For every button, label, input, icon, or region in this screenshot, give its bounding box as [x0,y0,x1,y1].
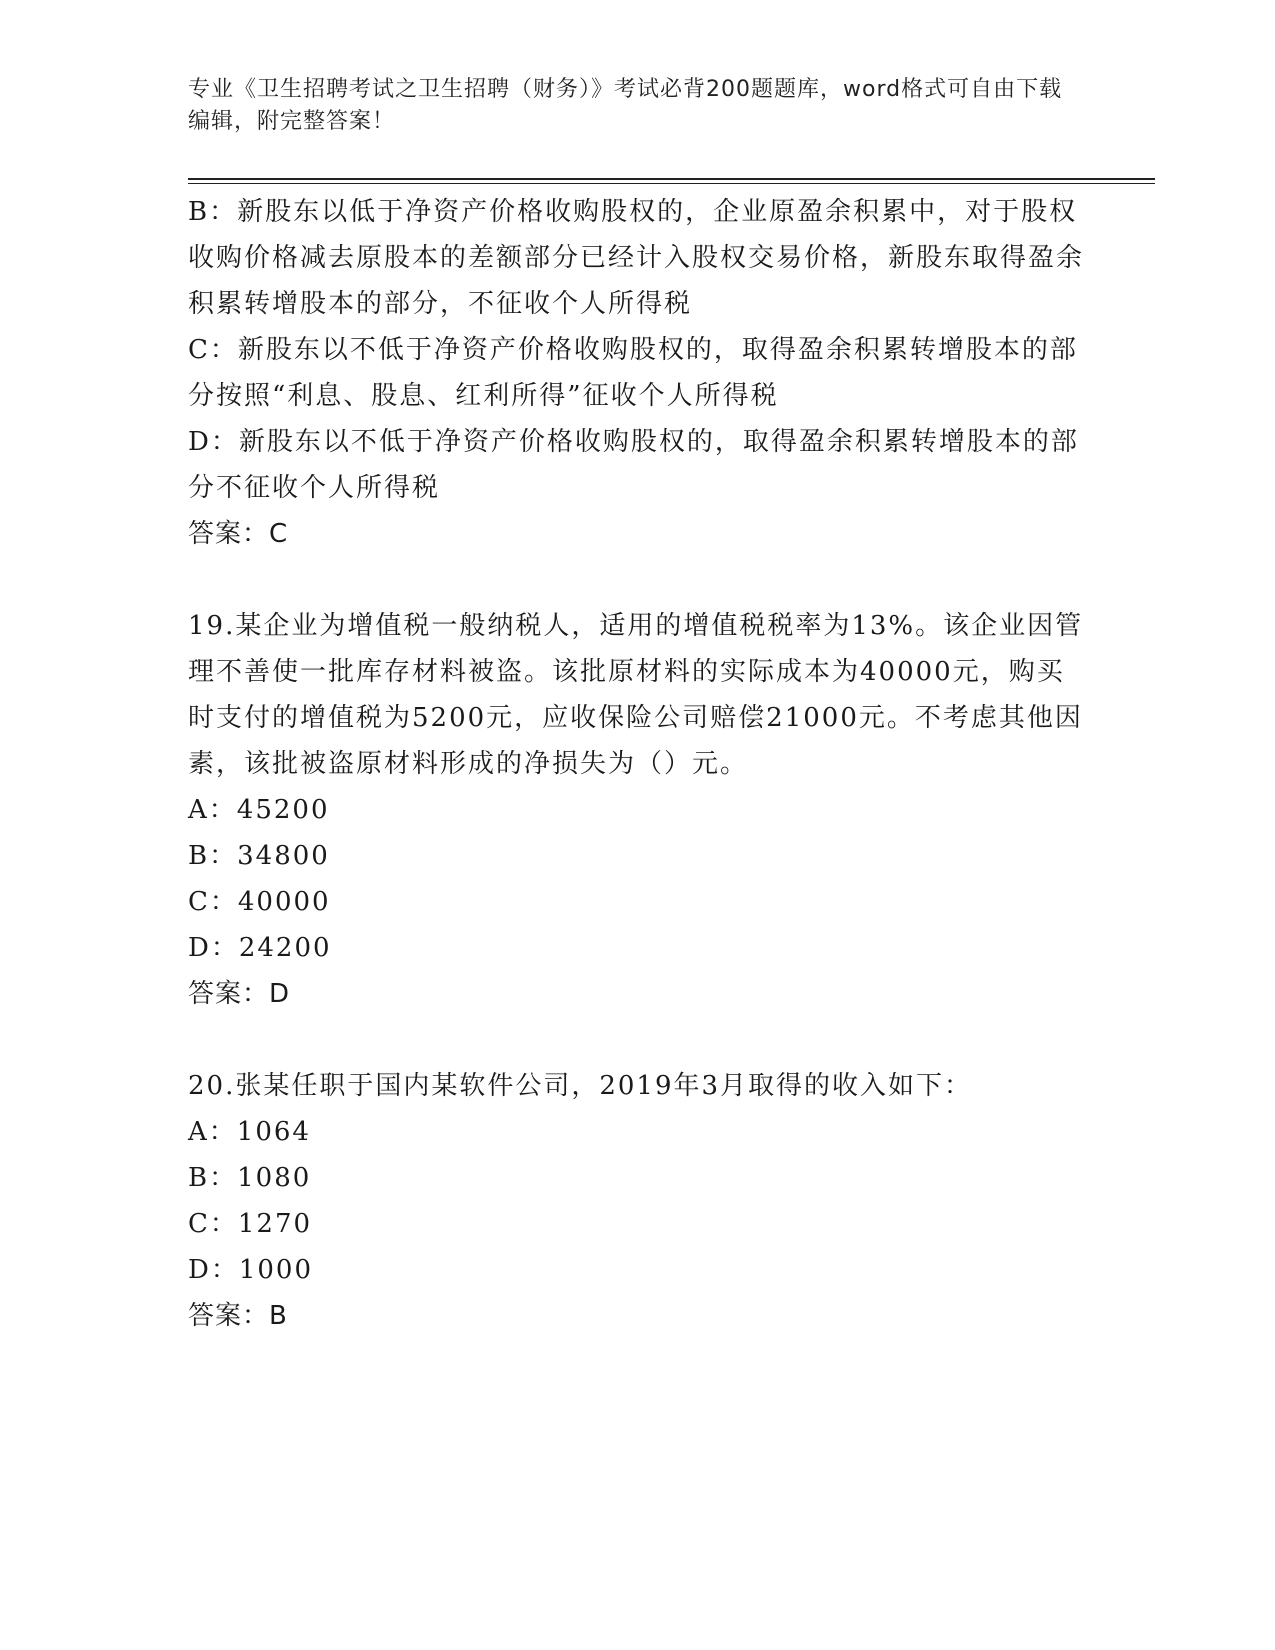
question-20-option-d: D：1000 [188,1255,314,1285]
spacer [188,557,1088,603]
question-content [188,189,1088,1339]
header-rule-thick [188,178,1155,180]
question-18-block [188,189,1088,557]
question-19-block [188,603,1088,1017]
question-19-stem: 19.某企业为增值税一般纳税人，适用的增值税税率为13%。该企业因管理不善使一批库存材料被盗。该批原材料的实际成本为40000元，购买时支付的增值税为5200元，应收保险公司赔偿21000元。不考虑其他因素，该批被盗原材料形成的净损失为（）元。 [188,611,1084,779]
question-19-option-b: B：34800 [188,841,330,871]
question-20-option-a: A：1064 [188,1117,311,1147]
question-20-block [188,1063,1088,1339]
question-20-option-c: C：1270 [188,1209,313,1239]
question-18-option-c: C：新股东以不低于净资产价格收购股权的，取得盈余积累转增股本的部分按照“利息、股息、红利所得”征收个人所得税 [188,335,1078,411]
question-19-option-d: D：24200 [188,933,332,963]
question-19-option-a: A：45200 [188,795,330,825]
question-20-stem: 20.张某任职于国内某软件公司，2019年3月取得的收入如下： [188,1071,973,1101]
question-20-option-b: B：1080 [188,1163,312,1193]
question-18-option-b: B：新股东以低于净资产价格收购股权的，企业原盈余积累中，对于股权收购价格减去原股本的差额部分已经计入股权交易价格，新股东取得盈余积累转增股本的部分，不征收个人所得税 [188,197,1085,319]
page-header: 专业《卫生招聘考试之卫生招聘（财务）》考试必背200题题库，word格式可自由下载编辑，附完整答案！ [188,77,1063,134]
question-18-option-d: D：新股东以不低于净资产价格收购股权的，取得盈余积累转增股本的部分不征收个人所得税 [188,427,1079,503]
question-19-answer: 答案：D [188,979,291,1009]
spacer [188,1017,1088,1063]
header-rule-thin [188,183,1155,184]
question-18-answer: 答案：C [188,519,289,549]
question-20-answer: 答案：B [188,1301,288,1331]
question-19-option-c: C：40000 [188,887,331,917]
